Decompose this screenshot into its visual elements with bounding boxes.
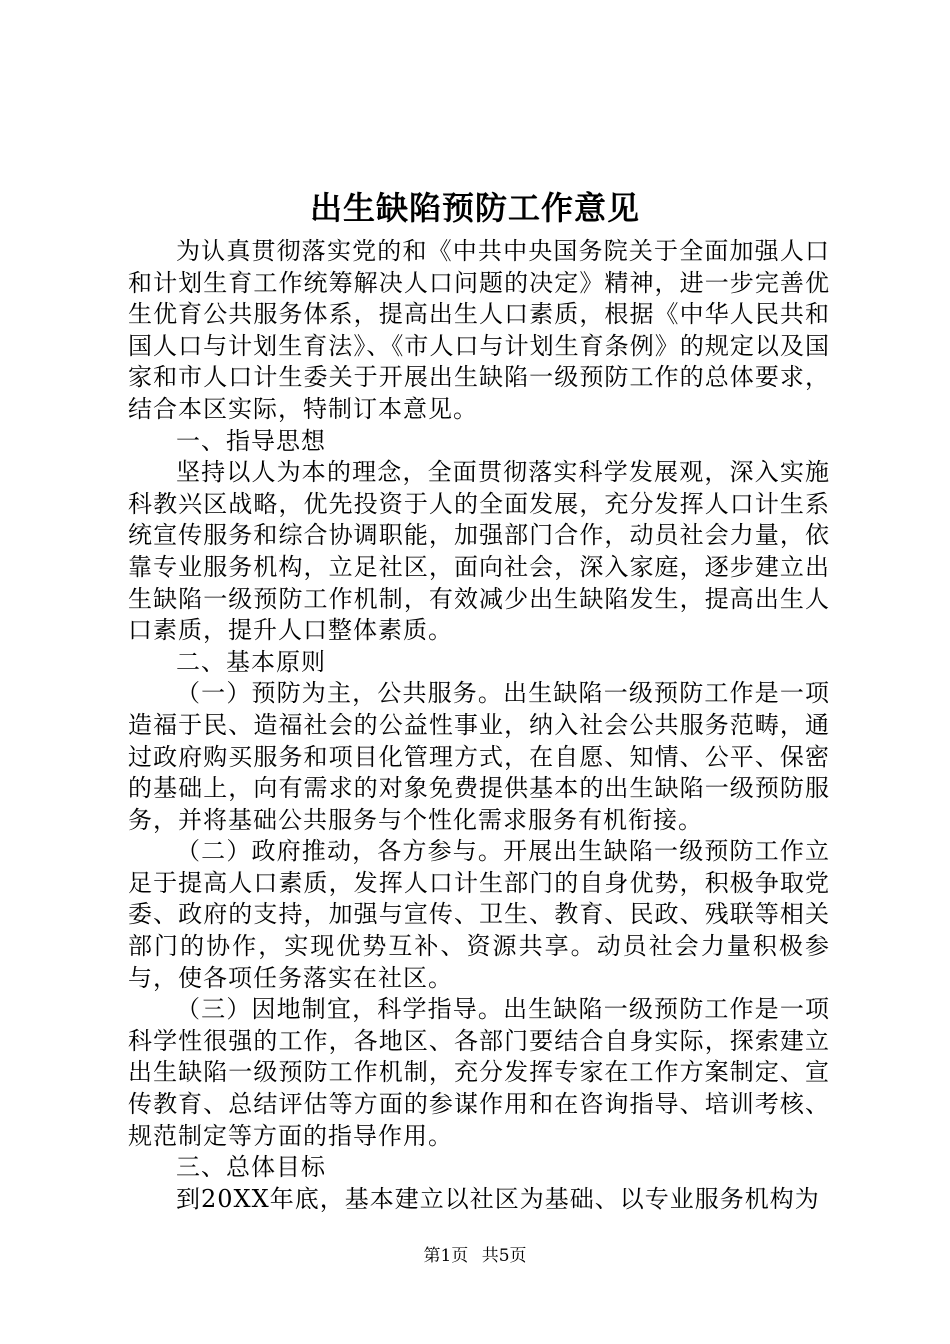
paragraph-principle-1: （一）预防为主，公共服务。出生缺陷一级预防工作是一项造福于民、造福社会的公益性事业，纳入社会公共服务范畴，通过政府购买服务和项目化管理方式，在自愿、知情、公平、保密的基础上，向有需求的对象免费提供基本的出生缺陷一级预防服务，并将基础公共服务与个性化需求服务有机衔接。 [128,679,830,834]
paragraph-overall-goals: 到20XX年底，基本建立以社区为基础、以专业服务机构为 [176,1184,820,1213]
paragraph-principle-3: （三）因地制宜，科学指导。出生缺陷一级预防工作是一项科学性很强的工作，各地区、各部门要结合自身实际，探索建立出生缺陷一级预防工作机制，充分发挥专家在工作方案制定、宣传教育、总结评估等方面的参谋作用和在咨询指导、培训考核、规范制定等方面的指导作用。 [128,995,830,1150]
document-body [128,236,830,1215]
paragraph-intro: 为认真贯彻落实党的和《中共中央国务院关于全面加强人口和计划生育工作统筹解决人口问题的决定》精神，进一步完善优生优育公共服务体系，提高出生人口素质，根据《中华人民共和国人口与计划生育法》、《市人口与计划生育条例》的规定以及国家和市人口计生委关于开展出生缺陷一级预防工作的总体要求，结合本区实际，特制订本意见。 [128,237,830,423]
document-title: 出生缺陷预防工作意见 [309,189,640,227]
heading-basic-principles: 二、基本原则 [176,647,326,676]
heading-overall-goals: 三、总体目标 [176,1153,326,1182]
page-number: 第1页 [423,1246,469,1266]
paragraph-guiding-ideology: 坚持以人为本的理念，全面贯彻落实科学发展观，深入实施科教兴区战略，优先投资于人的全面发展，充分发挥人口计生系统宣传服务和综合协调职能，加强部门合作，动员社会力量，依靠专业服务机构，立足社区，面向社会，深入家庭，逐步建立出生缺陷一级预防工作机制，有效减少出生缺陷发生，提高出生人口素质，提升人口整体素质。 [128,458,830,645]
heading-guiding-ideology: 一、指导思想 [176,426,326,455]
page-footer [0,1244,950,1268]
page-total: 共5页 [481,1246,527,1266]
paragraph-principle-2: （二）政府推动，各方参与。开展出生缺陷一级预防工作立足于提高人口素质，发挥人口计生部门的自身优势，积极争取党委、政府的支持，加强与宣传、卫生、教育、民政、残联等相关部门的协作，实现优势互补、资源共享。动员社会力量积极参与，使各项任务落实在社区。 [128,837,830,992]
